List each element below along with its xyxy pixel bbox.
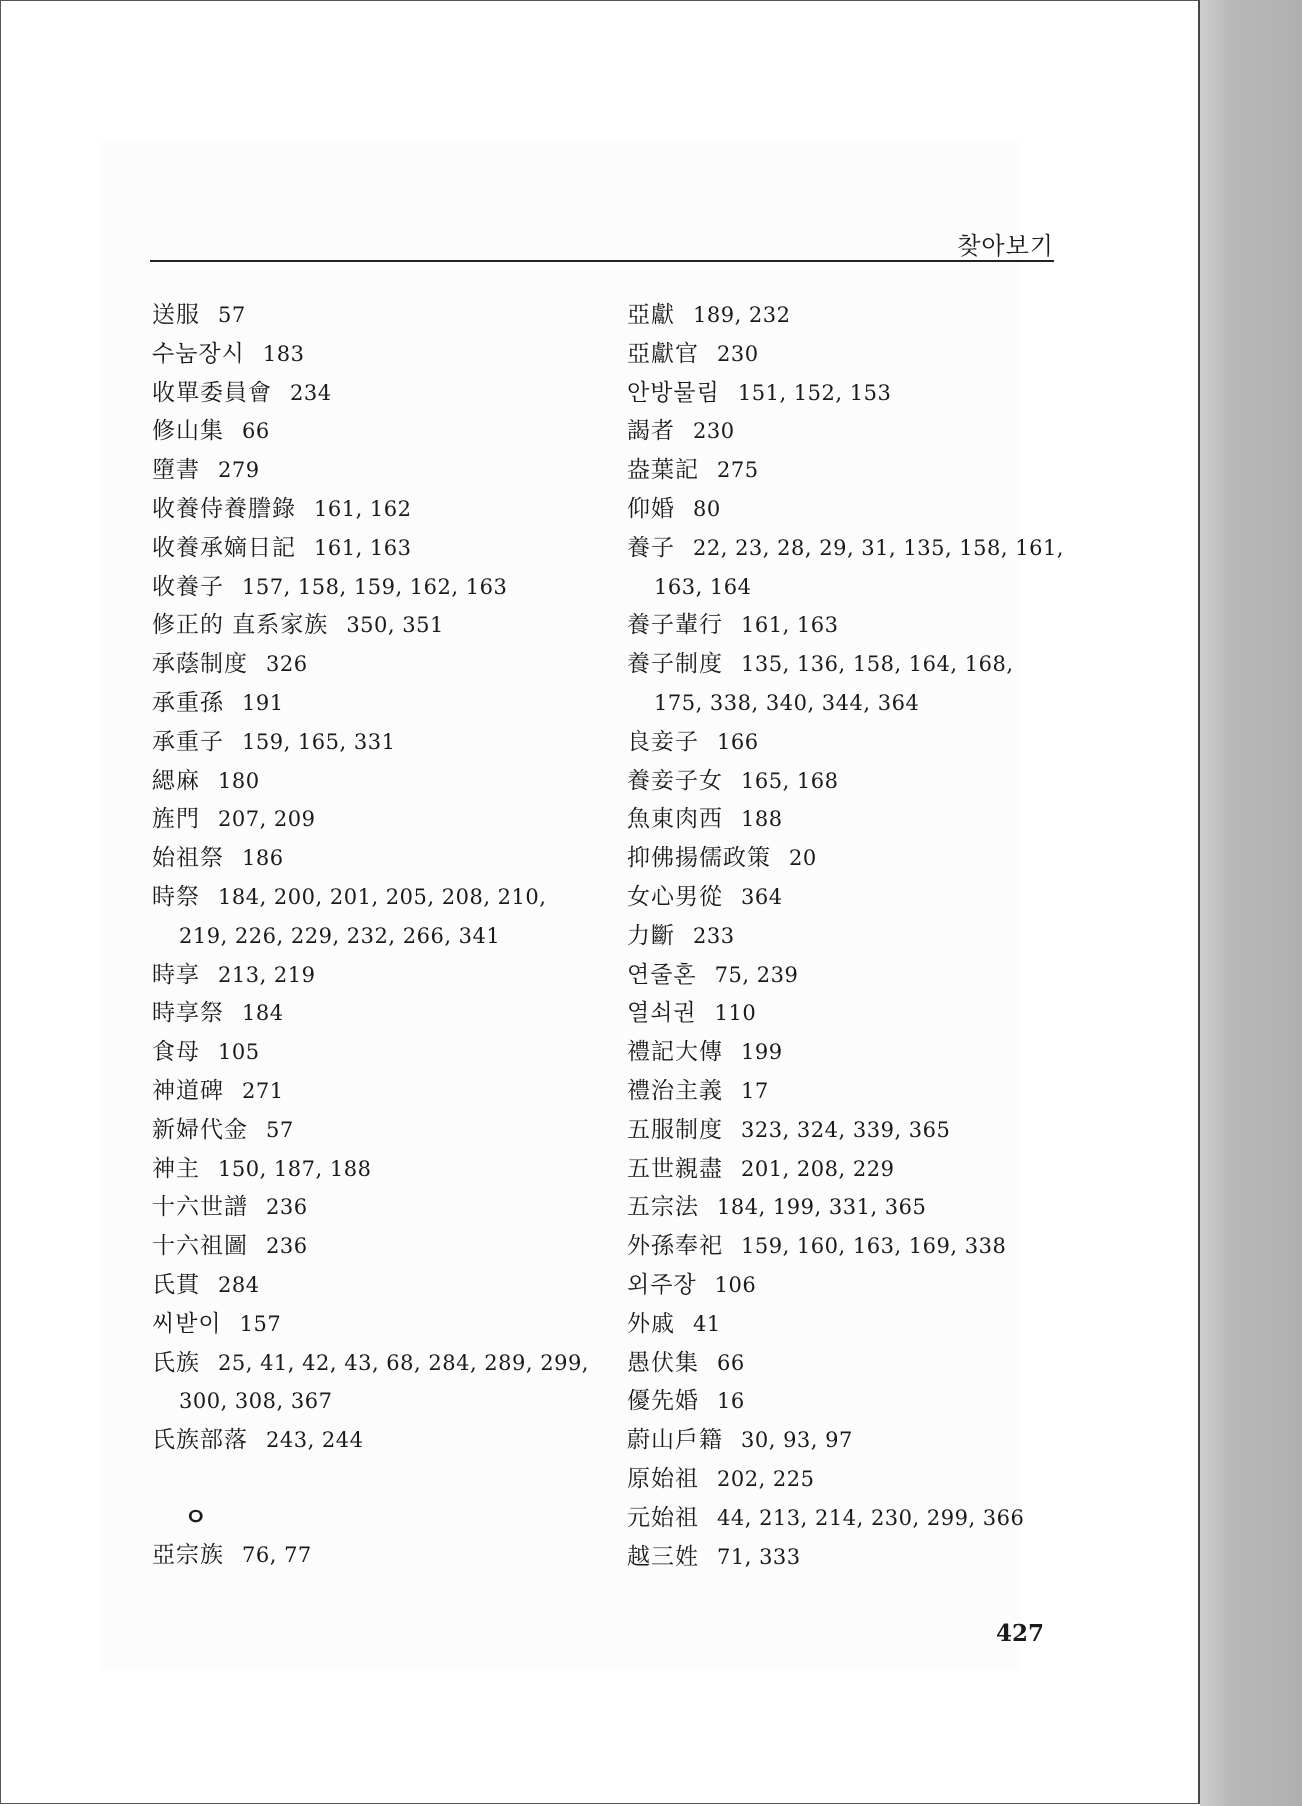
index-term: 氏族 xyxy=(152,1349,200,1376)
index-entry xyxy=(152,1150,592,1189)
index-pages: 106 xyxy=(714,1272,757,1297)
index-entry xyxy=(627,1460,1067,1499)
index-term: 收養侍養謄錄 xyxy=(152,495,296,522)
index-entry xyxy=(152,878,592,956)
index-pages: 80 xyxy=(693,496,721,521)
index-entry xyxy=(152,1072,592,1111)
index-entry xyxy=(152,296,592,335)
index-term: 修正的 直系家族 xyxy=(152,612,329,639)
index-pages: 284 xyxy=(218,1272,260,1297)
index-pages: 161, 162 xyxy=(314,496,412,521)
index-entry xyxy=(627,451,1067,490)
index-term: 禮治主義 xyxy=(627,1077,723,1104)
index-pages: 41 xyxy=(693,1311,721,1336)
index-entry xyxy=(627,1421,1067,1460)
index-term: 亞宗族 xyxy=(152,1541,224,1568)
index-term: 外戚 xyxy=(627,1310,675,1337)
index-pages: 234 xyxy=(290,380,332,405)
index-entry xyxy=(627,374,1067,413)
index-column-left xyxy=(152,296,592,1575)
viewer-gutter xyxy=(1200,0,1302,1806)
index-pages: 159, 165, 331 xyxy=(242,729,396,754)
index-pages: 236 xyxy=(266,1234,308,1259)
index-pages: 201, 208, 229 xyxy=(741,1156,895,1181)
index-entry xyxy=(627,1305,1067,1344)
index-pages: 189, 232 xyxy=(693,303,791,327)
index-pages: 165, 168 xyxy=(741,768,839,793)
index-column-right xyxy=(627,296,1067,1576)
index-pages: 44, 213, 214, 230, 299, 366 xyxy=(717,1505,1025,1530)
index-entry xyxy=(627,1538,1067,1577)
index-entry xyxy=(152,1033,592,1072)
index-term: 元始祖 xyxy=(627,1504,699,1531)
index-term: 魚東肉西 xyxy=(627,806,723,833)
index-entry xyxy=(627,490,1067,529)
index-term: 時祭 xyxy=(152,883,200,910)
index-entry xyxy=(152,490,592,529)
index-entry xyxy=(152,839,592,878)
index-term: 越三姓 xyxy=(627,1543,699,1570)
index-term: 蔚山戶籍 xyxy=(627,1427,723,1454)
index-term: 養子 xyxy=(627,534,675,561)
index-pages: 275 xyxy=(717,458,759,483)
index-pages: 364 xyxy=(741,884,783,909)
index-entry xyxy=(152,723,592,762)
index-entry xyxy=(627,296,1067,335)
index-pages: 323, 324, 339, 365 xyxy=(741,1117,951,1142)
index-pages: 166 xyxy=(717,729,759,754)
index-term: 優先婚 xyxy=(627,1388,699,1415)
index-pages: 25, 41, 42, 43, 68, 284, 289, 299, xyxy=(218,1350,589,1375)
index-entry xyxy=(627,1188,1067,1227)
index-entry xyxy=(152,1421,592,1460)
index-term: 外孫奉祀 xyxy=(627,1233,723,1260)
index-term: 緦麻 xyxy=(152,767,200,794)
index-pages: 22, 23, 28, 29, 31, 135, 158, 161, xyxy=(693,535,1064,560)
index-term: 五世親盡 xyxy=(627,1155,723,1182)
index-entry xyxy=(627,412,1067,451)
index-entry xyxy=(152,1536,592,1575)
index-term: 亞獻官 xyxy=(627,340,699,367)
index-term: 五服制度 xyxy=(627,1116,723,1143)
index-term: 氏貫 xyxy=(152,1271,200,1298)
index-entry xyxy=(627,994,1067,1033)
index-term: 承重子 xyxy=(152,728,224,755)
index-pages: 105 xyxy=(218,1040,260,1065)
index-term: 연줄혼 xyxy=(627,961,697,988)
index-term: 抑佛揚儒政策 xyxy=(627,845,771,872)
index-entry xyxy=(627,1344,1067,1383)
index-pages: 199 xyxy=(741,1040,783,1065)
index-entry xyxy=(152,1227,592,1266)
index-pages: 20 xyxy=(789,846,817,871)
index-term: 수눔장시 xyxy=(152,340,245,367)
index-pages: 75, 239 xyxy=(714,962,799,987)
index-pages: 150, 187, 188 xyxy=(218,1156,372,1181)
index-term: 神道碑 xyxy=(152,1077,224,1104)
index-pages: 66 xyxy=(717,1350,745,1375)
index-entry xyxy=(627,917,1067,956)
index-pages: 180 xyxy=(218,768,260,793)
index-term: 안방물림 xyxy=(627,379,720,406)
index-term: 修山集 xyxy=(152,418,224,445)
index-entry xyxy=(152,645,592,684)
index-term: 씨받이 xyxy=(152,1310,222,1337)
index-term: 養子輩行 xyxy=(627,612,723,639)
index-entry xyxy=(627,606,1067,645)
index-term: 五宗法 xyxy=(627,1194,699,1221)
index-term: 墮書 xyxy=(152,457,200,484)
index-pages: 243, 244 xyxy=(266,1428,364,1453)
index-term: 禮記大傳 xyxy=(627,1039,723,1066)
index-pages: 236 xyxy=(266,1195,308,1220)
index-entry xyxy=(627,723,1067,762)
index-pages: 157 xyxy=(239,1311,282,1336)
index-entry xyxy=(152,1305,592,1344)
index-entry xyxy=(627,762,1067,801)
index-entry xyxy=(627,1033,1067,1072)
index-pages: 191 xyxy=(242,690,284,715)
index-term: 旌門 xyxy=(152,806,200,833)
running-header-title: 찾아보기 xyxy=(957,232,1054,260)
index-pages: 57 xyxy=(218,303,246,327)
index-entry xyxy=(627,1382,1067,1421)
index-pages: 151, 152, 153 xyxy=(737,380,892,405)
index-pages: 159, 160, 163, 169, 338 xyxy=(741,1234,1007,1259)
index-entry xyxy=(627,335,1067,374)
index-term: 女心男從 xyxy=(627,883,723,910)
index-entry xyxy=(152,762,592,801)
index-entry xyxy=(152,374,592,413)
index-entry xyxy=(627,956,1067,995)
index-term: 神主 xyxy=(152,1155,200,1182)
index-pages: 16 xyxy=(717,1389,745,1414)
index-pages: 184, 200, 201, 205, 208, 210, xyxy=(218,884,547,909)
index-entries-after-section xyxy=(152,1536,592,1575)
index-pages: 17 xyxy=(741,1078,769,1103)
index-entry xyxy=(152,606,592,645)
index-pages-continued: 219, 226, 229, 232, 266, 341 xyxy=(179,923,501,948)
index-pages: 57 xyxy=(266,1117,294,1142)
index-pages: 30, 93, 97 xyxy=(741,1428,853,1453)
index-entry xyxy=(627,1072,1067,1111)
index-term: 收單委員會 xyxy=(152,379,272,406)
index-entry xyxy=(152,568,592,607)
index-pages: 183 xyxy=(262,341,305,366)
index-pages: 271 xyxy=(242,1078,284,1103)
index-entry xyxy=(627,645,1067,723)
index-term: 외주장 xyxy=(627,1271,697,1298)
index-pages: 184, 199, 331, 365 xyxy=(717,1195,927,1220)
index-entries-right xyxy=(627,296,1067,1576)
index-pages: 213, 219 xyxy=(218,962,316,987)
index-term: 承重孫 xyxy=(152,689,224,716)
index-entry xyxy=(152,684,592,723)
index-pages: 279 xyxy=(218,458,260,483)
section-letter: ㅇ xyxy=(184,1502,208,1531)
index-pages: 110 xyxy=(714,1001,757,1026)
index-term: 愚伏集 xyxy=(627,1349,699,1376)
index-term: 仰婚 xyxy=(627,495,675,522)
index-pages: 350, 351 xyxy=(346,613,444,638)
index-pages: 71, 333 xyxy=(717,1544,801,1569)
index-term: 氏族部落 xyxy=(152,1427,248,1454)
index-term: 承蔭制度 xyxy=(152,651,248,678)
index-pages: 188 xyxy=(741,807,783,832)
index-pages: 161, 163 xyxy=(314,535,412,560)
index-term: 時享祭 xyxy=(152,1000,224,1027)
index-pages: 326 xyxy=(266,652,308,677)
index-entry xyxy=(627,878,1067,917)
index-term: 時享 xyxy=(152,961,200,988)
index-term: 力斷 xyxy=(627,922,675,949)
index-entry xyxy=(152,451,592,490)
index-entry xyxy=(627,1111,1067,1150)
index-pages: 135, 136, 158, 164, 168, xyxy=(741,652,1014,677)
index-entry xyxy=(152,335,592,374)
index-pages: 233 xyxy=(693,923,735,948)
index-term: 亞獻 xyxy=(627,302,675,328)
index-pages: 207, 209 xyxy=(218,807,316,832)
index-term: 養子制度 xyxy=(627,651,723,678)
index-entry xyxy=(627,1227,1067,1266)
index-term: 原始祖 xyxy=(627,1465,699,1492)
index-entry xyxy=(627,1499,1067,1538)
index-pages: 230 xyxy=(717,341,759,366)
index-term: 送服 xyxy=(152,302,200,328)
index-entry xyxy=(627,529,1067,607)
index-entry xyxy=(152,956,592,995)
header-rule xyxy=(150,260,1054,262)
index-pages: 186 xyxy=(242,846,284,871)
index-pages: 66 xyxy=(242,419,270,444)
index-term: 食母 xyxy=(152,1039,200,1066)
index-entry xyxy=(152,1188,592,1227)
index-entry xyxy=(627,800,1067,839)
page-number: 427 xyxy=(996,1620,1045,1647)
index-term: 收養承嫡日記 xyxy=(152,534,296,561)
index-entry xyxy=(152,1344,592,1422)
index-entries-left xyxy=(152,296,592,1460)
index-term: 始祖祭 xyxy=(152,845,224,872)
index-term: 謁者 xyxy=(627,418,675,445)
index-entry xyxy=(152,994,592,1033)
index-term: 열쇠권 xyxy=(627,1000,697,1027)
index-pages: 157, 158, 159, 162, 163 xyxy=(242,574,508,599)
index-pages: 202, 225 xyxy=(717,1466,815,1491)
index-entry xyxy=(627,839,1067,878)
index-term: 養妾子女 xyxy=(627,767,723,794)
index-entry xyxy=(152,412,592,451)
index-term: 十六祖圖 xyxy=(152,1233,248,1260)
index-term: 盎葉記 xyxy=(627,457,699,484)
index-term: 良妾子 xyxy=(627,728,699,755)
index-pages: 76, 77 xyxy=(242,1542,312,1567)
index-pages: 230 xyxy=(693,419,735,444)
index-term: 十六世譜 xyxy=(152,1194,248,1221)
index-entry xyxy=(152,1266,592,1305)
index-pages-continued: 175, 338, 340, 344, 364 xyxy=(654,690,920,715)
index-entry xyxy=(152,1111,592,1150)
index-term: 收養子 xyxy=(152,573,224,600)
index-entry xyxy=(152,529,592,568)
index-pages: 184 xyxy=(242,1001,284,1026)
index-entry xyxy=(627,1266,1067,1305)
index-term: 新婦代金 xyxy=(152,1116,248,1143)
index-pages-continued: 300, 308, 367 xyxy=(179,1389,333,1414)
index-entry xyxy=(627,1150,1067,1189)
index-entry xyxy=(152,800,592,839)
index-pages: 161, 163 xyxy=(741,613,839,638)
index-pages-continued: 163, 164 xyxy=(654,574,752,599)
